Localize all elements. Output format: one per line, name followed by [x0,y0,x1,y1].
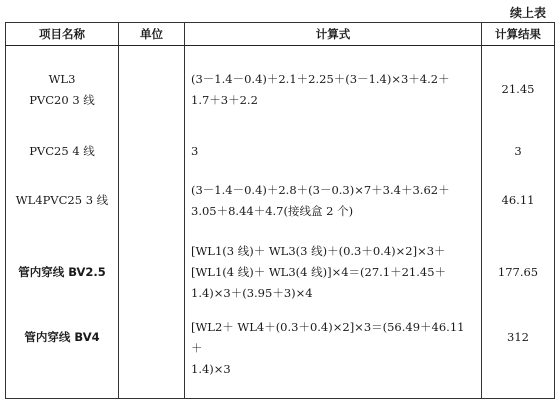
formula-line: (3－1.4－0.4)＋2.1＋2.25＋(3－1.4)×3＋4.2＋ [191,71,450,86]
item-name: PVC25 4 线 [6,134,119,170]
result-cell: 177.65 [482,232,555,314]
header-formula: 计算式 [185,23,482,46]
header-result: 计算结果 [482,23,555,46]
unit-cell [119,134,185,170]
continued-label: 续上表 [509,6,546,20]
unit-cell [119,170,185,232]
unit-cell [119,46,185,134]
item-name: 管内穿线 BV4 [6,314,119,399]
result-cell: 46.11 [482,170,555,232]
result-cell: 312 [482,314,555,399]
formula-cell [185,314,482,399]
header-item-name: 项目名称 [6,23,119,46]
unit-cell [119,314,185,399]
formula-line: [WL1(4 线)＋ WL3(4 线)]×4＝(27.1＋21.45＋ [191,265,447,279]
table-row [6,314,555,399]
formula-line: 3.05＋8.44＋4.7(接线盒 2 个) [191,203,354,218]
table-row [6,134,555,170]
formula-line: [WL2＋ WL4＋(0.3＋0.4)×2]×3＝(56.49＋46.11＋ [191,319,465,355]
item-name-line: WL3 [48,71,76,86]
formula-line: 1.7＋3＋2.2 [191,92,258,107]
table-row [6,232,555,314]
formula-cell [185,46,482,134]
item-name: WL4PVC25 3 线 [6,170,119,232]
table-row [6,170,555,232]
item-name [6,46,119,134]
calculation-table [5,22,555,399]
item-name: 管内穿线 BV2.5 [6,232,119,314]
item-name-line: PVC20 3 线 [29,92,95,107]
formula-line: 1.4)×3＋(3.95＋3)×4 [191,286,313,300]
header-row [6,23,555,46]
formula-cell [185,170,482,232]
formula-line: [WL1(3 线)＋ WL3(3 线)＋(0.3＋0.4)×2]×3＋ [191,244,446,258]
formula-line: 1.4)×3 [191,361,231,376]
result-cell: 3 [482,134,555,170]
result-cell: 21.45 [482,46,555,134]
formula-cell: 3 [185,134,482,170]
table-row [6,46,555,134]
header-unit: 单位 [119,23,185,46]
formula-cell [185,232,482,314]
formula-line: (3－1.4－0.4)＋2.8＋(3－0.3)×7＋3.4＋3.62＋ [191,182,450,197]
unit-cell [119,232,185,314]
